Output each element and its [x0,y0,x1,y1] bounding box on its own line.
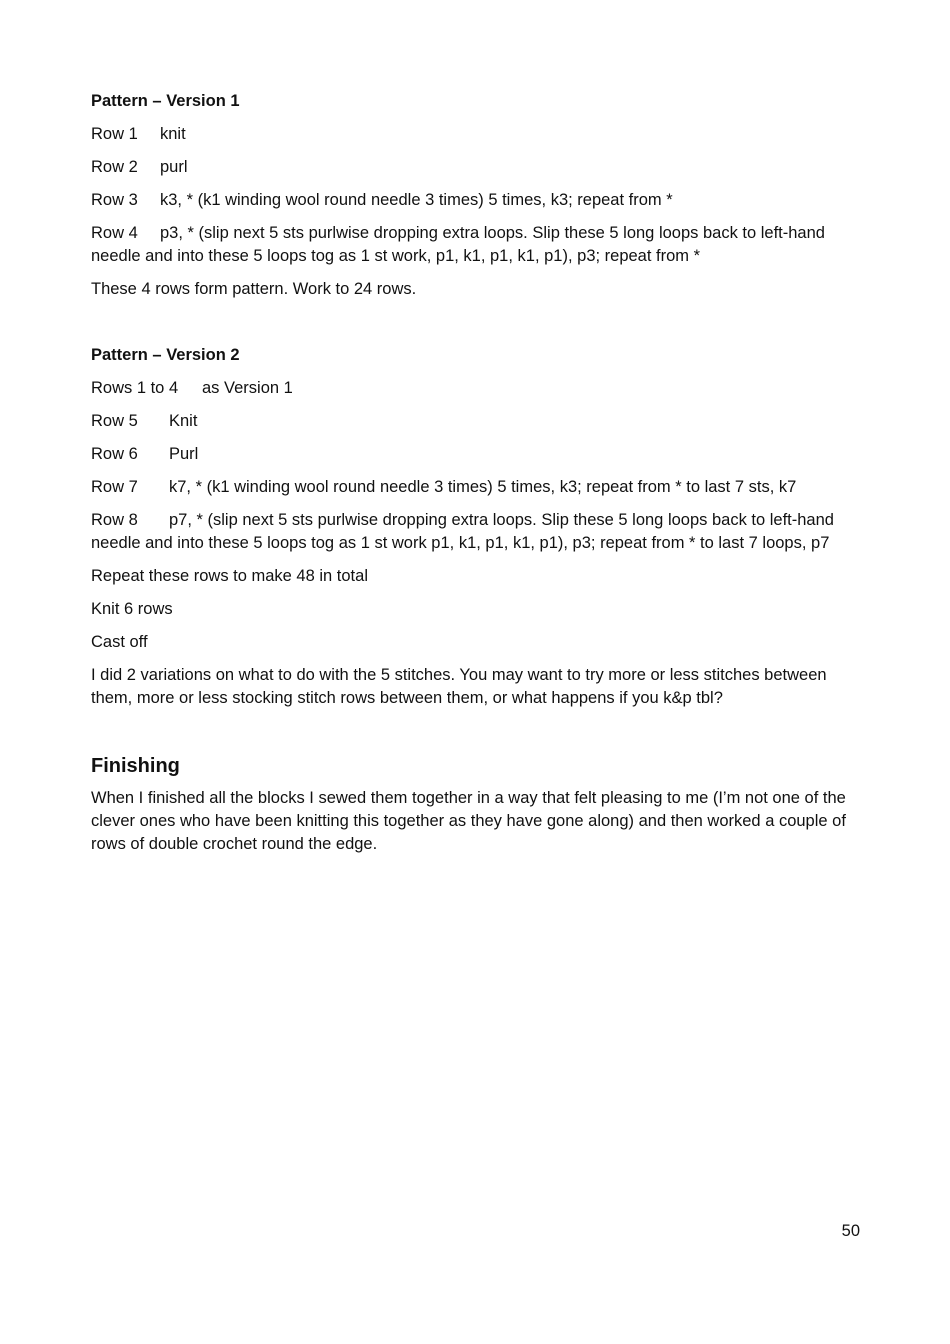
version2-row-7 [91,476,861,499]
version2-row-6 [91,443,861,466]
row-label: Row 8 [91,511,138,529]
spacer [91,720,861,753]
row-instruction: purl [160,158,188,176]
version2-row-5 [91,410,861,433]
row-instruction: knit [160,125,186,143]
version2-row-8 [91,509,861,555]
row-label: Row 6 [91,445,138,463]
version1-row-1 [91,123,861,146]
row-instruction: as Version 1 [202,379,293,397]
row-instruction: Knit [169,412,198,430]
knit-note: Knit 6 rows [91,600,173,618]
row-label: Row 4 [91,224,138,242]
variations-note: I did 2 variations on what to do with the 5 stitches. You may want to try more or less stitches between them, more or less stocking stitch rows between them, or what happens if you k&p tbl? [91,666,827,707]
row-instruction: p3, * (slip next 5 sts purlwise dropping extra loops. Slip these 5 long loops back to left-hand needle and into these 5 loops tog as 1 st work, p1, k1, p1, k1, p1), p3; repeat from * [91,224,825,265]
page-content [91,90,861,866]
row-instruction: k7, * (k1 winding wool round needle 3 times) 5 times, k3; repeat from * to last 7 sts, k7 [169,478,797,496]
row-label: Row 1 [91,125,138,143]
row-instruction: p7, * (slip next 5 sts purlwise dropping extra loops. Slip these 5 long loops back to left-hand needle and into these 5 loops tog as 1 st work p1, k1, p1, k1, p1), p3; repeat from * to last 7 loops, p7 [91,511,834,552]
cast-off-note: Cast off [91,633,148,651]
row-label: Row 5 [91,412,138,430]
version2-heading: Pattern – Version 2 [91,346,240,364]
row-label: Rows 1 to 4 [91,379,179,397]
version1-row-3 [91,189,861,212]
row-instruction: k3, * (k1 winding wool round needle 3 times) 5 times, k3; repeat from * [160,191,673,209]
row-instruction: Purl [169,445,199,463]
page-number: 50 [841,1222,860,1240]
version1-note: These 4 rows form pattern. Work to 24 rows. [91,280,417,298]
version1-heading: Pattern – Version 1 [91,92,240,110]
spacer [91,311,861,344]
repeat-note: Repeat these rows to make 48 in total [91,567,368,585]
row-label: Row 2 [91,158,138,176]
version2-row-1-4 [91,377,861,400]
version1-row-4 [91,222,861,268]
row-label: Row 7 [91,478,138,496]
finishing-text: When I finished all the blocks I sewed them together in a way that felt pleasing to me (I’m not one of the clever ones who have been knitting this together as they have gone along) and then worked a couple of rows of double crochet round the edge. [91,789,846,853]
row-label: Row 3 [91,191,138,209]
version1-row-2 [91,156,861,179]
finishing-heading: Finishing [91,755,180,777]
